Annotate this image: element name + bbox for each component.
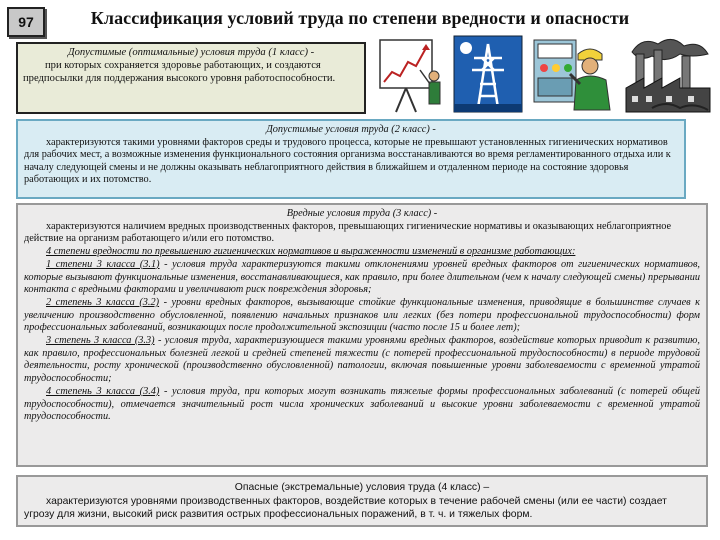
- illustrations: [372, 34, 717, 116]
- class2-box: [16, 119, 686, 199]
- degree-label: 3 степень 3 класса (3.3): [46, 335, 155, 347]
- worker-at-machine-icon: [530, 34, 616, 114]
- class2-text: характеризуются такими уровнями факторов среды и трудового процесса, которые не превышают установленных гигиенических нормативов для рабочих мест, а возможные изменения функционального состояния организма восстанавливаются во время регламентированного отдыха или к началу следующей смены и не должны оказывать неблагоприятного действия в ближайшем и отдаленном периоде на состояние здоровья работающих и их потомство.: [24, 136, 671, 186]
- class4-box: [16, 475, 708, 527]
- class3-heading: Вредные условия труда (3 класс) -: [286, 208, 438, 219]
- degree-text: - условия труда характеризуются такими отклонениями уровней вредных факторов от гигиенических нормативов, которые вызывают функциональные изменения, восстанавливающиеся, как правило, при более длительном (чем к началу следующей смены) прерывании контакта с вредными факторами и увеличивают риск повреждения здоровья;: [24, 258, 700, 296]
- degree-item: [24, 297, 700, 335]
- slide-number: 97: [7, 7, 45, 37]
- class4-text: характеризуются уровнями производственных факторов, воздействие которых в течение рабочей смены (или ее части) создает угрозу для жизни, высокий риск развития острых профессиональных поражений, в т. ч. и тяжелых форм.: [24, 495, 667, 520]
- degree-item: [24, 335, 700, 386]
- class1-box: [16, 42, 366, 114]
- degree-label: 1 степени 3 класса (3.1): [46, 258, 160, 270]
- class3-degrees-intro: 4 степени вредности по превышению гигиенических нормативов и выраженности изменений в организме работающих:: [46, 246, 576, 258]
- degree-label: 4 степень 3 класса (3.4): [46, 385, 160, 397]
- degree-label: 2 степень 3 класса (3.2): [46, 296, 160, 308]
- class3-text: характеризуются наличием вредных производственных факторов, превышающих гигиенические нормативы и оказывающих неблагоприятное действие на организм работающего и/или его потомство.: [24, 220, 672, 245]
- class3-box: [16, 203, 708, 467]
- power-tower-icon: [452, 34, 524, 114]
- degree-item: [24, 259, 700, 297]
- chart-presenter-icon: [376, 36, 446, 114]
- slide-title: Классификация условий труда по степени вредности и опасности: [90, 8, 630, 28]
- degree-item: [24, 386, 700, 424]
- degree-text: - уровни вредных факторов, вызывающие стойкие функциональные изменения, приводящие в большинстве случаев к увеличению производственно обусловленной, появлению начальных признаков или легких (без потери профессиональной трудоспособности) форм профессиональных заболеваний, возникающих после продолжительной экспозиции (часто после 15 и более лет);: [24, 296, 700, 334]
- degree-text: - условия труда, характеризующиеся такими уровнями вредных факторов, воздействие которых приводит к развитию, как правило, профессиональных болезней легкой и средней степеней тяжести (с потерей профессиональной трудоспособности) в периоде трудовой деятельности, росту хронической (производственно обусловленной) патологии, включая повышенные уровни заболеваемости с временной утратой трудоспособности;: [24, 335, 700, 385]
- class2-heading: Допустимые условия труда (2 класс) -: [266, 124, 436, 135]
- class1-heading: Допустимые (оптимальные) условия труда (1 класс) -: [67, 47, 315, 58]
- class4-heading: Опасные (экстремальные) условия труда (4 класс) –: [234, 482, 490, 493]
- degree-text: - условия труда, при которых могут возникать тяжелые формы профессиональных заболеваний (с потерей общей трудоспособности), отмечается значительный рост числа хронических заболеваний и высокие уровни заболеваемости с временной утратой трудоспособности.: [24, 385, 700, 423]
- factory-smoke-icon: [622, 34, 714, 114]
- class1-text: при которых сохраняется здоровье работающих, и создаются предпосылки для поддержания высокого уровня работоспособности.: [23, 60, 336, 84]
